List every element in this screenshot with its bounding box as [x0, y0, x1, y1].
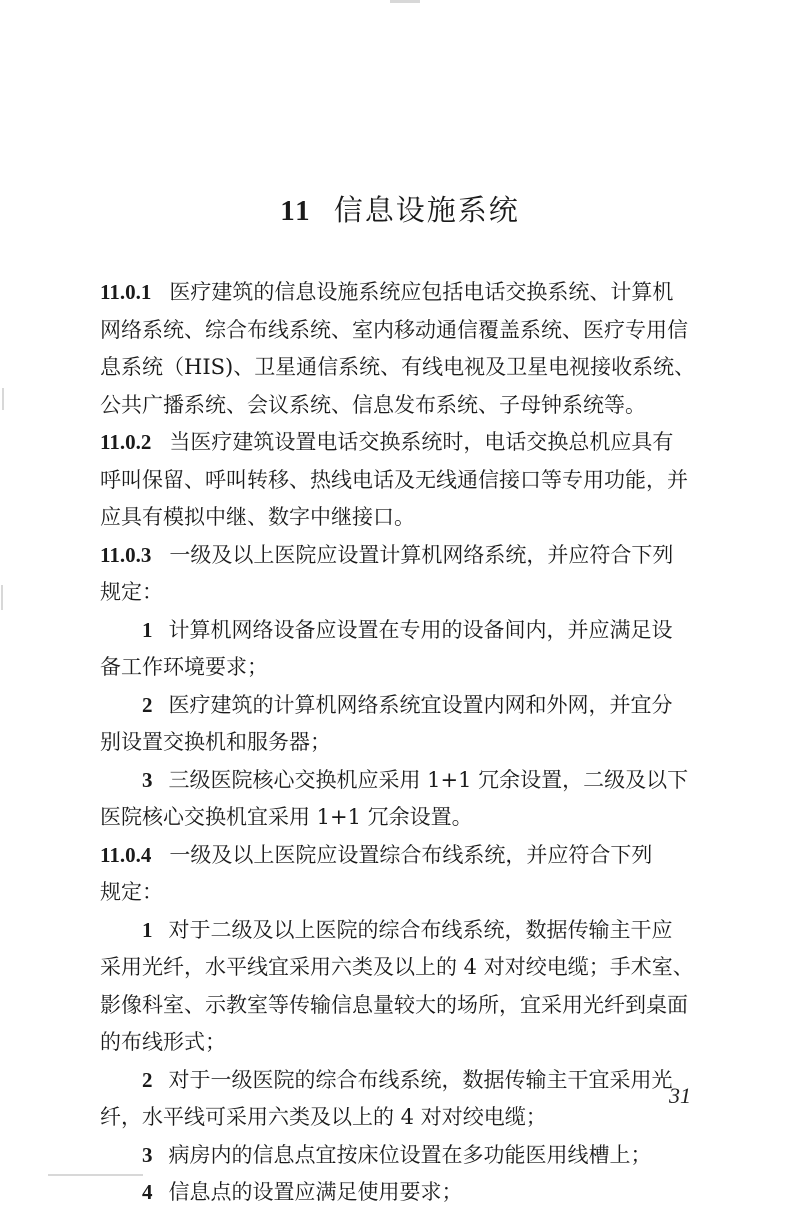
document-body	[100, 274, 712, 1212]
item-number: 3	[142, 767, 153, 792]
clause-heading-line	[100, 837, 712, 875]
line-text: 网络系统、综合布线系统、室内移动通信覆盖系统、医疗专用信	[100, 317, 688, 342]
scan-artifact	[1, 585, 3, 610]
line-text: 应具有模拟中继、数字中继接口。	[100, 505, 415, 529]
line-text: 三级医院核心交换机应采用 1+1 冗余设置，二级及以下	[168, 767, 689, 792]
list-item-line	[100, 762, 712, 800]
text-line	[100, 724, 712, 762]
list-item-line	[100, 912, 712, 950]
line-text: 信息点的设置应满足使用要求；	[168, 1180, 463, 1204]
item-number: 1	[142, 617, 153, 642]
line-text: 对于二级及以上医院的综合布线系统，数据传输主干应	[168, 917, 673, 942]
text-line	[100, 1024, 712, 1062]
line-text: 规定：	[100, 580, 163, 604]
line-text: 一级及以上医院应设置计算机网络系统，并应符合下列	[169, 542, 674, 567]
text-line	[100, 949, 712, 987]
text-line	[100, 1099, 712, 1137]
line-text: 息系统（HIS)、卫星通信系统、有线电视及卫星电视接收系统、	[100, 355, 696, 379]
text-line	[100, 499, 712, 537]
text-line	[100, 799, 712, 837]
clause-number: 11.0.3	[100, 542, 152, 567]
item-number: 2	[142, 1067, 153, 1092]
scan-artifact	[2, 388, 4, 410]
text-line	[100, 462, 712, 500]
item-number: 3	[142, 1142, 153, 1167]
list-item-line	[100, 1174, 712, 1212]
clause-number: 11.0.2	[100, 430, 152, 454]
text-line	[100, 387, 712, 425]
list-item-line	[100, 687, 712, 725]
clause-heading-line	[100, 424, 712, 462]
line-text: 当医疗建筑设置电话交换系统时，电话交换总机应具有	[169, 430, 674, 454]
page-number: 31	[669, 1083, 691, 1108]
text-line	[100, 874, 712, 912]
line-text: 规定：	[100, 880, 163, 904]
line-text: 医疗建筑的计算机网络系统宜设置内网和外网，并宜分	[168, 692, 673, 717]
line-text: 计算机网络设备应设置在专用的设备间内，并应满足设	[168, 617, 673, 642]
line-text: 的布线形式；	[100, 1030, 226, 1054]
text-line	[100, 649, 712, 687]
clause-number: 11.0.1	[100, 280, 152, 304]
chapter-title: 信息设施系统	[333, 193, 520, 227]
line-text: 影像科室、示教室等传输信息量较大的场所，宜采用光纤到桌面	[100, 992, 688, 1017]
text-line	[100, 312, 712, 350]
line-text: 纤，水平线可采用六类及以上的 4 对对绞电缆；	[100, 1105, 547, 1129]
list-item-line	[100, 1137, 712, 1175]
clause-heading-line	[100, 274, 712, 312]
line-text: 医院核心交换机宜采用 1+1 冗余设置。	[100, 805, 473, 829]
line-text: 对于一级医院的综合布线系统，数据传输主干宜采用光	[168, 1067, 673, 1092]
line-text: 病房内的信息点宜按床位设置在多功能医用线槽上；	[168, 1142, 652, 1167]
line-text: 呼叫保留、呼叫转移、热线电话及无线通信接口等专用功能，并	[100, 467, 688, 492]
line-text: 备工作环境要求；	[100, 655, 268, 679]
clause-number: 11.0.4	[100, 842, 152, 867]
line-text: 医疗建筑的信息设施系统应包括电话交换系统、计算机	[169, 280, 674, 304]
text-line	[100, 574, 712, 612]
line-text: 公共广播系统、会议系统、信息发布系统、子母钟系统等。	[100, 392, 646, 417]
chapter-heading	[0, 188, 800, 233]
list-item-line	[100, 612, 712, 650]
list-item-line	[100, 1062, 712, 1100]
line-text: 别设置交换机和服务器；	[100, 730, 331, 754]
chapter-number: 11	[280, 195, 312, 227]
clause-heading-line	[100, 537, 712, 575]
item-number: 2	[142, 692, 153, 717]
line-text: 采用光纤，水平线宜采用六类及以上的 4 对对绞电缆；手术室、	[100, 955, 694, 979]
scan-artifact	[390, 0, 420, 3]
item-number: 4	[142, 1180, 153, 1204]
line-text: 一级及以上医院应设置综合布线系统，并应符合下列	[169, 842, 653, 867]
text-line	[100, 987, 712, 1025]
text-line	[100, 349, 712, 387]
item-number: 1	[142, 917, 153, 942]
